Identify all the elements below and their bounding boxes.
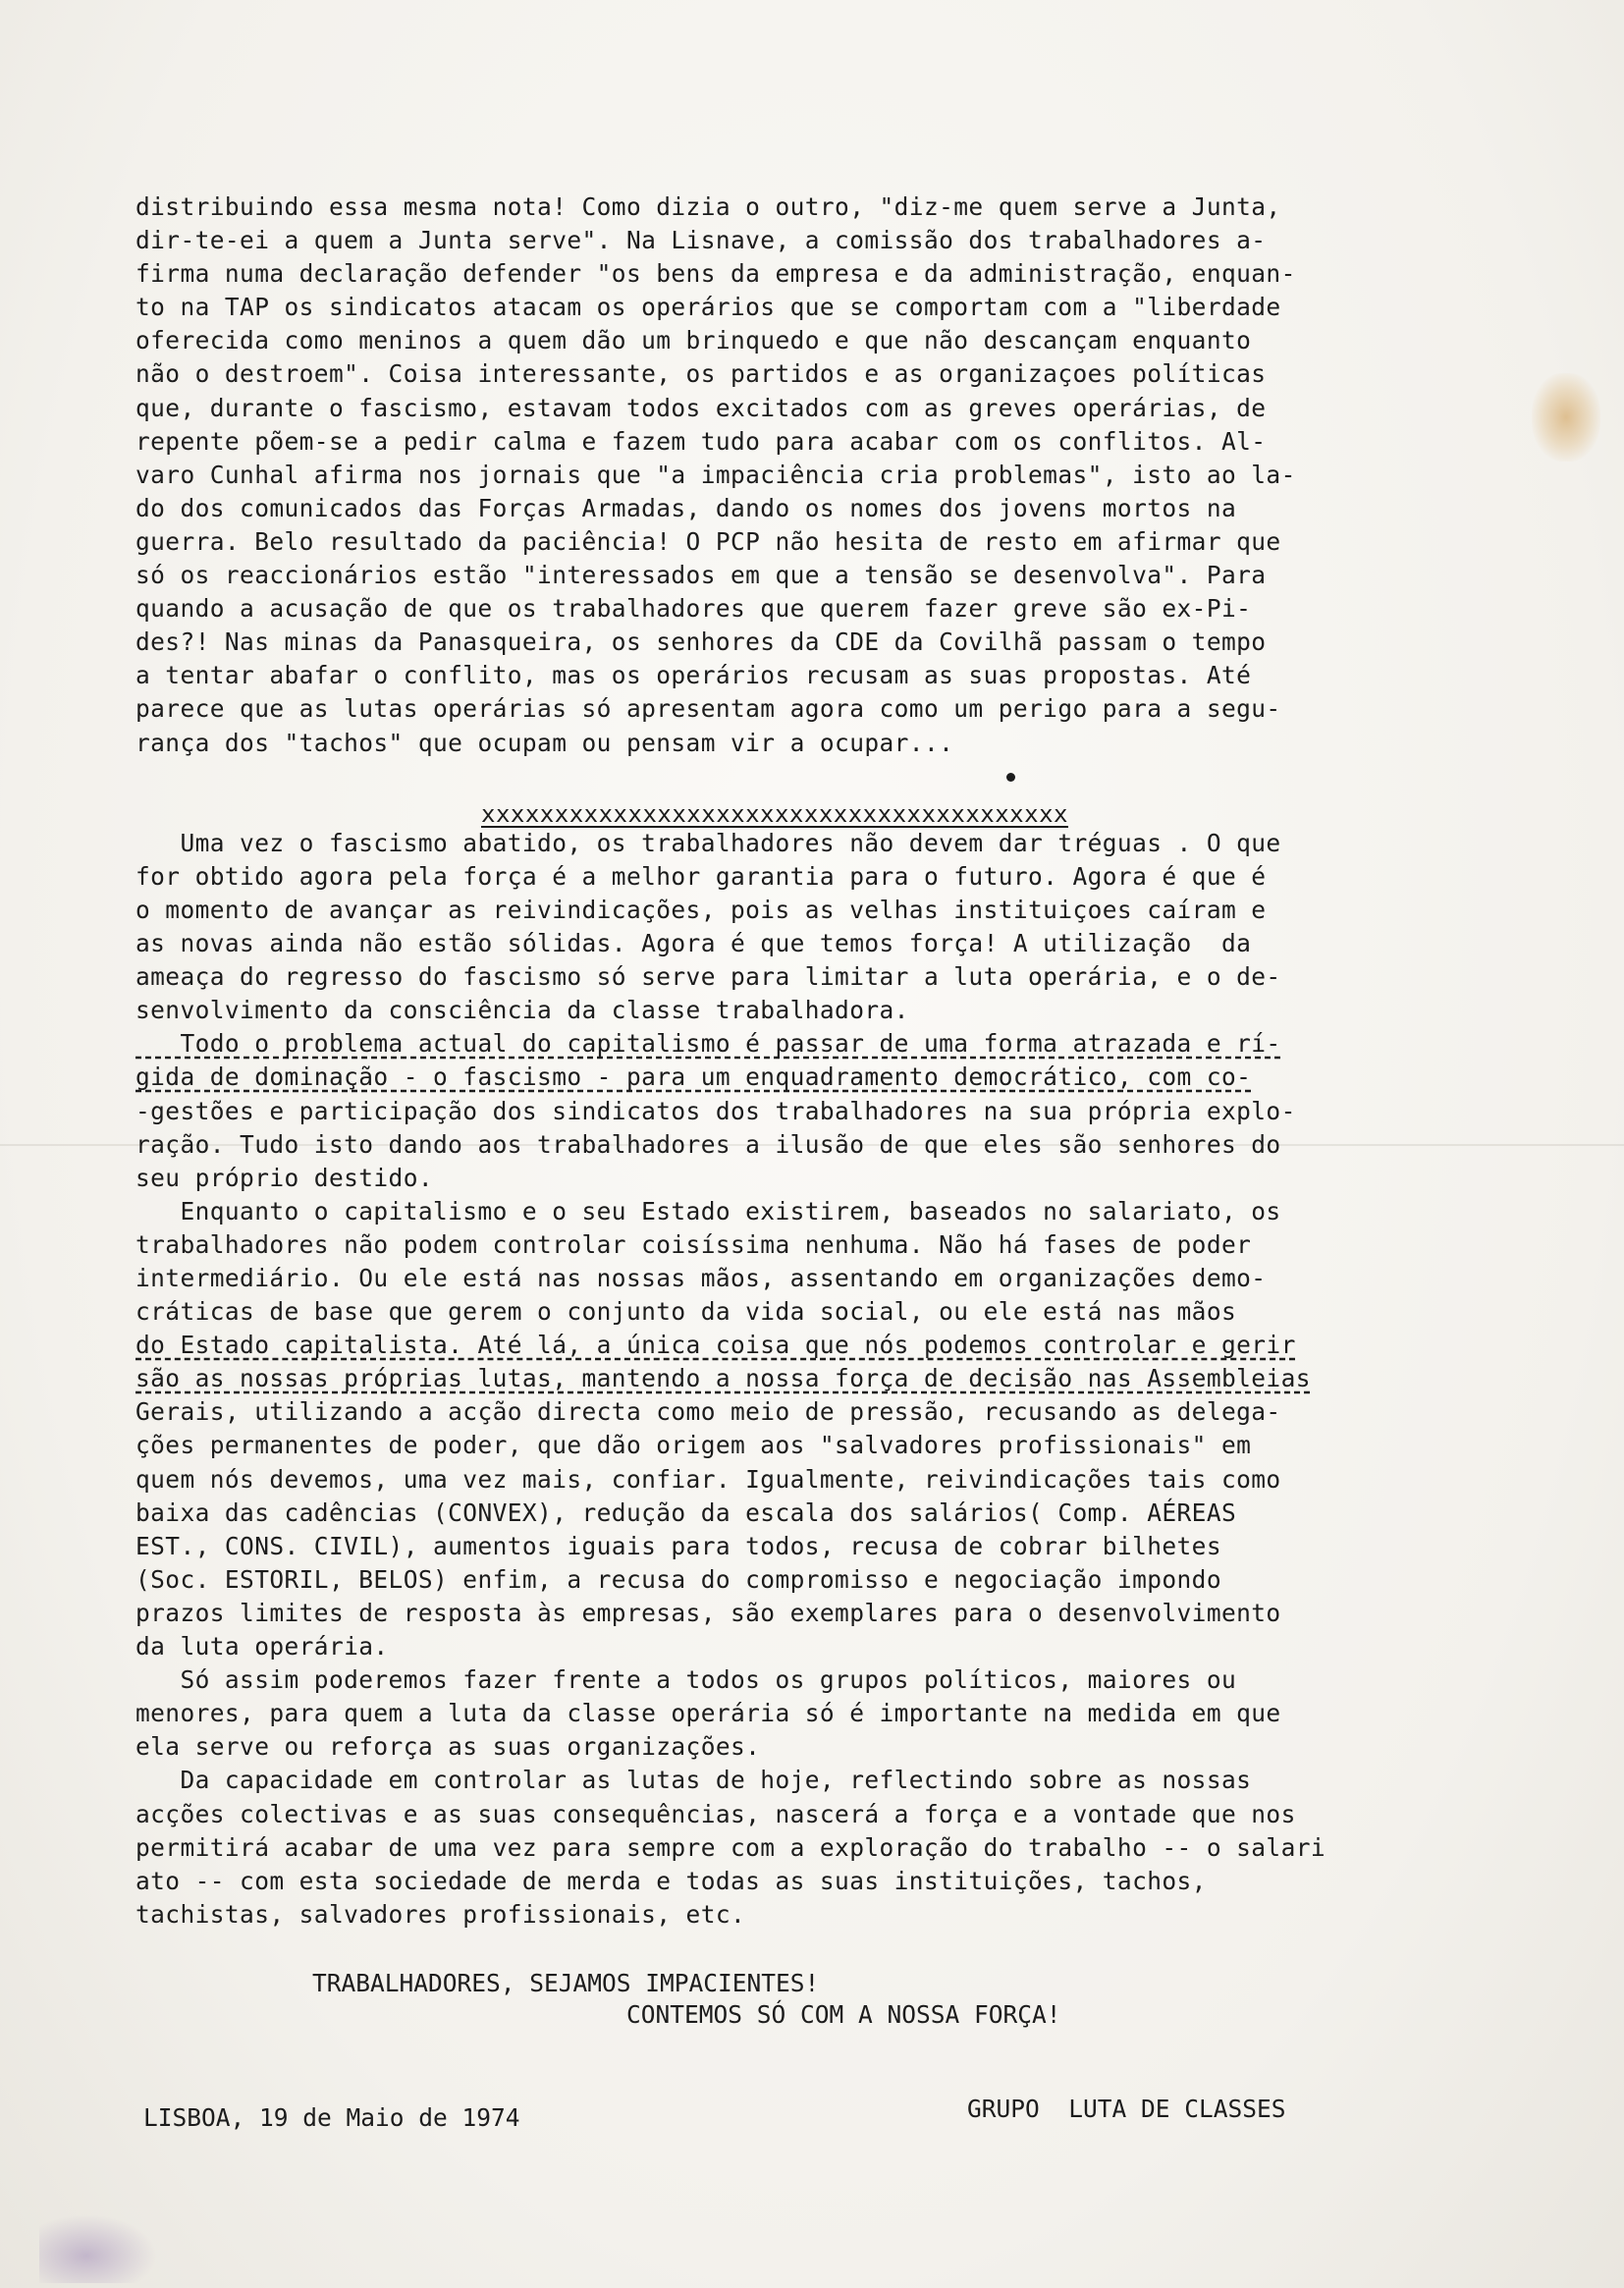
text-line: acções colectivas e as suas consequências, nascerá a força e a vontade que nos [135,1799,1296,1828]
text-line: prazos limites de resposta às empresas, são exemplares para o desenvolvimento [135,1598,1281,1627]
text-line: tachistas, salvadores profissionais, etc. [135,1899,746,1929]
text-line: Uma vez o fascismo abatido, os trabalhadores não devem dar tréguas . O que [135,828,1281,857]
text-line: Gerais, utilizando a acção directa como meio de pressão, recusando as delega- [135,1397,1281,1427]
separator-line: xxxxxxxxxxxxxxxxxxxxxxxxxxxxxxxxxxxxxxxx [481,800,1068,828]
text-line: não o destroem". Coisa interessante, os partidos e as organizaçoes políticas [135,359,1267,389]
text-line: seu próprio destido. [135,1163,434,1192]
text-line [135,760,1490,793]
text-line: for obtido agora pela força é a melhor garantia para o futuro. Agora é que é [135,861,1267,891]
text-line: quando a acusação de que os trabalhadores que querem fazer greve são ex-Pi- [135,594,1252,624]
text-line: da luta operária. [135,1632,389,1662]
text-line: quem nós devemos, uma vez mais, confiar. Igualmente, reivindicações tais como [135,1464,1281,1494]
text-line: trabalhadores não podem controlar coisíssima nenhuma. Não há fases de poder [135,1229,1252,1259]
text-line: Da capacidade em controlar as lutas de hoje, reflectindo sobre as nossas [135,1766,1252,1795]
text-line: -gestões e participação dos sindicatos dos trabalhadores na sua própria explo- [135,1096,1296,1125]
text-line: ato -- com esta sociedade de merda e todas as suas instituições, tachos, [135,1866,1207,1895]
ink-dot [1006,773,1015,782]
text-line: menores, para quem a luta da classe operária só é importante na medida em que [135,1699,1281,1728]
text-line: oferecida como meninos a quem dão um brinquedo e que não descançam enquanto [135,326,1252,355]
text-line: varo Cunhal afirma nos jornais que "a impaciência cria problemas", isto ao la- [135,460,1296,489]
text-line: (Soc. ESTORIL, BELOS) enfim, a recusa do compromisso e negociação impondo [135,1564,1221,1594]
text-line: intermediário. Ou ele está nas nossas mãos, assentando em organizações demo- [135,1264,1267,1292]
text-line: Enquanto o capitalismo e o seu Estado existirem, baseados no salariato, os [135,1196,1281,1226]
text-line: permitirá acabar de uma vez para sempre com a exploração do trabalho -- o salari [135,1832,1326,1862]
text-line: des?! Nas minas da Panasqueira, os senhores da CDE da Covilhã passam o tempo [135,627,1267,657]
text-line: distribuindo essa mesma nota! Como dizia o outro, "diz-me quem serve a Junta, [135,192,1281,221]
place-date: LISBOA, 19 de Maio de 1974 [143,2103,520,2132]
text-line: cráticas de base que gerem o conjunto da vida social, ou ele está nas mãos [135,1297,1237,1327]
text-line: baixa das cadências (CONVEX), redução da escala dos salários( Comp. AÉREAS [135,1498,1237,1527]
text-line: guerra. Belo resultado da paciência! O PCP não hesita de resto em afirmar que [135,526,1281,556]
text-line: firma numa declaração defender "os bens da empresa e da administração, enquan- [135,259,1296,289]
text-line: ração. Tudo isto dando aos trabalhadores a ilusão de que eles são senhores do [135,1129,1281,1159]
text-line: do dos comunicados das Forças Armadas, dando os nomes dos jovens mortos na [135,493,1237,522]
ink-smudge [39,2214,157,2283]
text-line: EST., CONS. CIVIL), aumentos iguais para todos, recusa de cobrar bilhetes [135,1531,1221,1560]
text-line: repente põem-se a pedir calma e fazem tudo para acabar com os conflitos. Al- [135,426,1267,456]
text-line: o momento de avançar as reivindicações, pois as velhas instituiçoes caíram e [135,895,1267,924]
text-line: to na TAP os sindicatos atacam os operários que se comportam com a "liberdade [135,293,1281,322]
text-line: Só assim poderemos fazer frente a todos os grupos políticos, maiores ou [135,1665,1237,1695]
text-line: do Estado capitalista. Até lá, a única coisa que nós podemos controlar e gerir [135,1331,1296,1360]
slogan-line-1: TRABALHADORES, SEJAMOS IMPACIENTES! [312,1969,820,1997]
text-line: parece que as lutas operárias só apresentam agora como um perigo para a segu- [135,694,1281,724]
slogan-line-2: CONTEMOS SÓ COM A NOSSA FORÇA! [626,2000,1061,2029]
text-line: ela serve ou reforça as suas organizações. [135,1732,761,1762]
signature: GRUPO LUTA DE CLASSES [967,2095,1286,2123]
text-line: ções permanentes de poder, que dão origem aos "salvadores profissionais" em [135,1431,1252,1460]
text-line: a tentar abafar o conflito, mas os operários recusam as suas propostas. Até [135,661,1252,690]
paper-stain [1532,373,1600,462]
text-line: são as nossas próprias lutas, mantendo a nossa força de decisão nas Assembleias [135,1364,1311,1393]
text-line: gida de dominação - o fascismo - para um enquadramento democrático, com co- [135,1062,1252,1092]
text-line: só os reaccionários estão "interessados em que a tensão se desenvolva". Para [135,561,1267,590]
text-line: que, durante o fascismo, estavam todos excitados com as greves operárias, de [135,393,1267,422]
text-line: rança dos "tachos" que ocupam ou pensam vir a ocupar... [135,728,954,757]
text-line: dir-te-ei a quem a Junta serve". Na Lisnave, a comissão dos trabalhadores a- [135,226,1267,255]
text-line: as novas ainda não estão sólidas. Agora é que temos força! A utilização da [135,929,1252,958]
body-text [135,191,1490,1932]
text-line: senvolvimento da consciência da classe trabalhadora. [135,996,909,1025]
text-line: ameaça do regresso do fascismo só serve para limitar a luta operária, e o de- [135,962,1281,992]
text-line: Todo o problema actual do capitalismo é passar de uma forma atrazada e rí- [135,1029,1281,1059]
